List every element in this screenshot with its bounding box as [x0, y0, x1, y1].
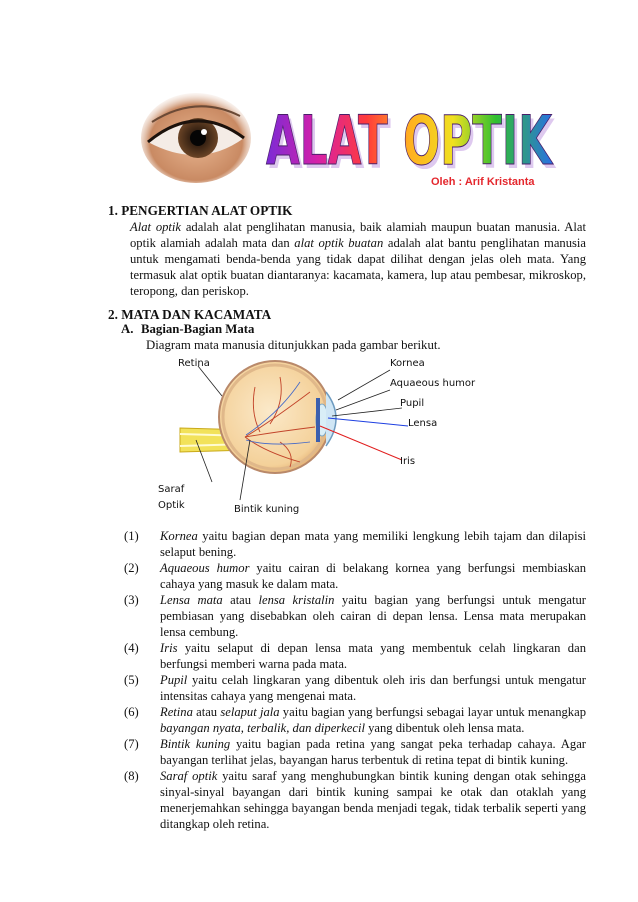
list-item: (6) Retina atau selaput jala yaitu bagian yang berfungsi sebagai layar untuk menangkap bayangan nyata, terbalik, dan diperkecil yang dibentuk oleh lensa mata. [124, 705, 586, 735]
list-item: (3) Lensa mata atau lensa kristalin yaitu bagian yang berfungsi untuk mengatur pembiasan yang disebabkan oleh cairan di depan lensa. Lensa mata merupakan lensa cembung. [124, 593, 586, 639]
list-item: (7) Bintik kuning yaitu bagian pada retina yang sangat peka terhadap cahaya. Agar bayangan terlihat jelas, bayangan harus terbentuk di retina tepat di bintik kuning. [124, 737, 586, 767]
label-lensa: Lensa [408, 418, 438, 429]
list-item: (8) Saraf optik yaitu saraf yang menghubungkan bintik kuning dengan otak sehingga sinyal-sinyal bayangan dari bintik kuning sampai ke otak dan otaklah yang menerjemahkan sehingga bayangan benda menjadi tegak, tidak terbalik seperti yang ditangkap oleh retina. [124, 769, 586, 831]
list-item: (4) Iris yaitu selaput di depan lensa mata yang membentuk celah lingkaran dan berfungsi memberi warna pada mata. [124, 641, 586, 671]
title-shadow: ALAT OPTIK [269, 106, 557, 180]
list-item: (1) Kornea yaitu bagian depan mata yang memiliki lengkung lebih tajam dan dilapisi selaput bening. [124, 529, 586, 559]
eye-photo [140, 92, 252, 184]
list-item: (5) Pupil yaitu celah lingkaran yang dibentuk oleh iris dan berfungsi untuk mengatur intensitas cahaya yang mengenai mata. [124, 673, 586, 703]
label-bintik-kuning: Bintik kuning [234, 504, 300, 515]
section-heading-1: 1. PENGERTIAN ALAT OPTIK [108, 203, 293, 218]
title-wordart [262, 100, 562, 180]
label-optik: Optik [158, 500, 185, 511]
author-credit: Oleh : Arif Kristanta [431, 176, 535, 188]
label-retina: Retina [178, 358, 210, 369]
list-item: (2) Aquaeous humor yaitu cairan di belakang kornea yang berfungsi membiaskan cahaya yang masuk ke dalam mata. [124, 561, 587, 591]
label-saraf: Saraf [158, 484, 185, 495]
eye-anatomy-diagram [150, 352, 480, 517]
section-heading-2: 2. MATA DAN KACAMATA [108, 307, 272, 322]
diagram-intro: Diagram mata manusia ditunjukkan pada gambar berikut. [146, 338, 441, 352]
section-1-paragraph: Alat optik adalah alat penglihatan manusia, baik alamiah maupun buatan manusia. Alat optik alamiah adalah mata dan alat optik buatan adalah alat bantu penglihatan manusia untuk mengamati benda-benda yang tidak dapat dilihat dengan jelas oleh mata. Yang termasuk alat optik buatan diantaranya: kacamata, kamera, lup atau pembesar, mikroskop, teropong, dan periskop. [130, 220, 586, 298]
eye-parts-list [124, 528, 586, 832]
iris-shape [316, 398, 320, 442]
title-text: ALAT OPTIK [266, 102, 554, 180]
label-iris: Iris [400, 456, 416, 467]
label-aqueous-humor: Aquaeous humor [390, 378, 476, 389]
label-pupil: Pupil [400, 398, 425, 409]
label-kornea: Kornea [390, 358, 425, 369]
subsection-heading: A. Bagian-Bagian Mata [121, 322, 255, 336]
